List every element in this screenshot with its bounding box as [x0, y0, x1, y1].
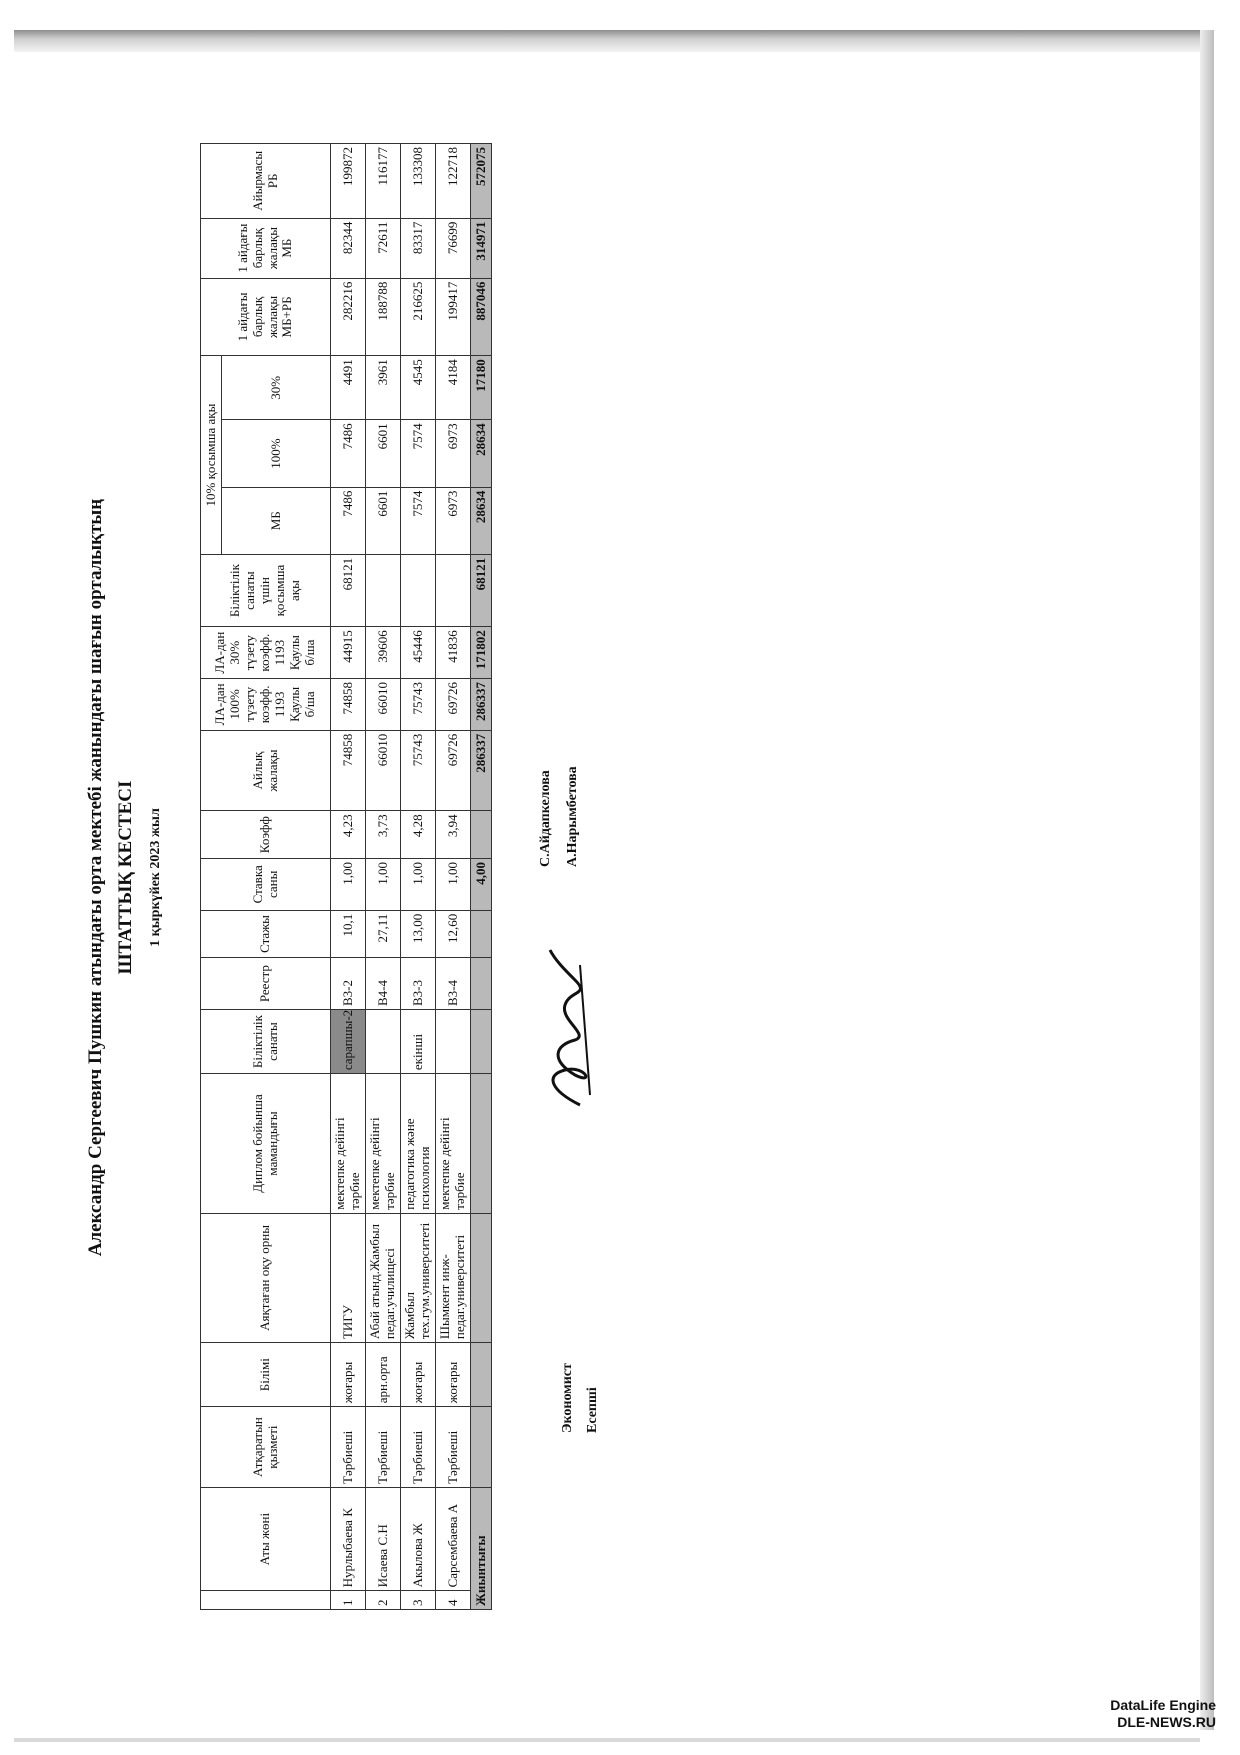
header-diff-rb: Айырмасы РБ — [201, 144, 331, 219]
cell-bonus-100: 6973 — [436, 420, 471, 487]
table-row — [401, 144, 436, 1610]
cell-number: 2 — [366, 1591, 401, 1610]
header-experience: Стажы — [201, 910, 331, 958]
watermark-line-1: DataLife Engine — [1110, 1697, 1216, 1713]
cell-bonus-mb: 7486 — [331, 487, 366, 554]
cell-la30: 45446 — [401, 627, 436, 679]
signer-name-2: А.Нарымбетова — [565, 766, 580, 867]
cell-bonus-mb: 6973 — [436, 487, 471, 554]
cell-qualification-bonus — [401, 554, 436, 626]
cell-bonus-mb: 7574 — [401, 487, 436, 554]
cell-specialty: мектепке дейінгі тәрбие — [436, 1074, 471, 1214]
cell-education: жоғары — [401, 1343, 436, 1407]
cell-registry: В3-3 — [401, 958, 436, 1010]
header-la30: ЛА-дан 30% түзету коэфф. 1193 Қаулы б/ша — [201, 627, 331, 679]
handwritten-signature — [530, 945, 610, 1115]
cell-name: Исаева С.Н — [366, 1487, 401, 1590]
header-position: Атқаратын қызметі — [201, 1407, 331, 1488]
cell-experience: 27,11 — [366, 910, 401, 958]
cell-institution: Шымкент инж-педаг.университеті — [436, 1213, 471, 1342]
cell-position: Тәрбиеші — [366, 1407, 401, 1488]
cell-institution: ТИГУ — [331, 1213, 366, 1342]
total-empty — [471, 1010, 492, 1074]
cell-registry: В3-4 — [436, 958, 471, 1010]
header-bonus-group: 10% қосымша ақы — [201, 356, 222, 555]
cell-salary: 74858 — [331, 730, 366, 811]
header-category: Біліктілік санаты — [201, 1010, 331, 1074]
total-salary: 286337 — [471, 730, 492, 811]
header-total-mb: 1 айдағы барлық жалақы МБ — [201, 218, 331, 278]
table-row — [366, 144, 401, 1610]
cell-number: 4 — [436, 1591, 471, 1610]
total-label: Жиынтығы — [471, 1487, 492, 1609]
cell-bonus-100: 6601 — [366, 420, 401, 487]
cell-diff-rb: 199872 — [331, 144, 366, 219]
total-la100: 286337 — [471, 679, 492, 731]
cell-salary: 69726 — [436, 730, 471, 811]
cell-coeff: 3,94 — [436, 811, 471, 859]
header-total-mb-rb: 1 айдағы барлық жалақы МБ+РБ — [201, 278, 331, 356]
watermark-brand — [1080, 1697, 1216, 1731]
header-registry: Реестр — [201, 958, 331, 1010]
cell-qualification-bonus — [366, 554, 401, 626]
cell-position: Тәрбиеші — [401, 1407, 436, 1488]
signer-role-accountant: Есепші — [585, 1387, 600, 1433]
total-empty — [471, 811, 492, 859]
header-number — [201, 1591, 331, 1610]
cell-salary: 66010 — [366, 730, 401, 811]
cell-la100: 66010 — [366, 679, 401, 731]
cell-coeff: 4,23 — [331, 811, 366, 859]
table-row — [436, 144, 471, 1610]
staffing-table — [200, 143, 492, 1610]
cell-rate: 1,00 — [401, 858, 436, 910]
header-institution: Аяқтаған оқу орны — [201, 1213, 331, 1342]
cell-total-mb: 82344 — [331, 218, 366, 278]
cell-registry: В3-2 — [331, 958, 366, 1010]
cell-la30: 41836 — [436, 627, 471, 679]
document-date: 1 қыркүйек 2023 жыл — [148, 808, 163, 947]
cell-name: Акылова Ж — [401, 1487, 436, 1590]
cell-total-mb-rb: 199417 — [436, 278, 471, 356]
cell-specialty: педагогика және психология — [401, 1074, 436, 1214]
document-subtitle: ШТАТТЫҚ КЕСТЕСІ — [115, 780, 136, 975]
total-empty — [471, 1343, 492, 1407]
header-coeff: Коэфф — [201, 811, 331, 859]
cell-bonus-100: 7486 — [331, 420, 366, 487]
document-title: Александр Сергеевич Пушкин атындағы орта мектебі жанындағы шағын орталықтың — [85, 498, 106, 1257]
cell-experience: 12,60 — [436, 910, 471, 958]
total-empty — [471, 958, 492, 1010]
cell-specialty: мектепке дейінгі тәрбие — [331, 1074, 366, 1214]
cell-coeff: 3,73 — [366, 811, 401, 859]
header-qualification-bonus: Біліктілік санаты үшін қосымша ақы — [201, 554, 331, 626]
total-empty — [471, 910, 492, 958]
cell-education: арн.орта — [366, 1343, 401, 1407]
cell-experience: 13,00 — [401, 910, 436, 958]
cell-bonus-30: 4184 — [436, 356, 471, 420]
cell-specialty: мектепке дейінгі тәрбие — [366, 1074, 401, 1214]
cell-institution: Абай атынд.Жамбыл педаг.училищесі — [366, 1213, 401, 1342]
total-la30: 171802 — [471, 627, 492, 679]
cell-salary: 75743 — [401, 730, 436, 811]
watermark-line-2: DLE-NEWS.RU — [1117, 1714, 1216, 1730]
cell-registry: В4-4 — [366, 958, 401, 1010]
cell-bonus-100: 7574 — [401, 420, 436, 487]
cell-la30: 44915 — [331, 627, 366, 679]
cell-number: 1 — [331, 1591, 366, 1610]
total-total-mb: 314971 — [471, 218, 492, 278]
signer-name-1: С.Айдапкелова — [538, 770, 553, 867]
cell-category — [436, 1010, 471, 1074]
header-education: Білімі — [201, 1343, 331, 1407]
cell-rate: 1,00 — [436, 858, 471, 910]
cell-institution: Жамбыл тех.гум.университеті — [401, 1213, 436, 1342]
cell-number: 3 — [401, 1591, 436, 1610]
table-row — [331, 144, 366, 1610]
cell-experience: 10,1 — [331, 910, 366, 958]
cell-la30: 39606 — [366, 627, 401, 679]
total-bonus-mb: 28634 — [471, 487, 492, 554]
header-bonus-mb: МБ — [222, 487, 331, 554]
total-empty — [471, 1213, 492, 1342]
cell-category: сарапшы-2 — [331, 1010, 366, 1074]
cell-education: жоғары — [436, 1343, 471, 1407]
cell-diff-rb: 122718 — [436, 144, 471, 219]
cell-category — [366, 1010, 401, 1074]
cell-position: Тәрбиеші — [331, 1407, 366, 1488]
header-bonus-100: 100% — [222, 420, 331, 487]
cell-total-mb-rb: 216625 — [401, 278, 436, 356]
cell-la100: 69726 — [436, 679, 471, 731]
cell-bonus-30: 4545 — [401, 356, 436, 420]
cell-name: Нурлыбаева К — [331, 1487, 366, 1590]
total-bonus-100: 28634 — [471, 420, 492, 487]
cell-bonus-30: 4491 — [331, 356, 366, 420]
cell-qualification-bonus — [436, 554, 471, 626]
cell-position: Тәрбиеші — [436, 1407, 471, 1488]
total-diff-rb: 572075 — [471, 144, 492, 219]
total-empty — [471, 1407, 492, 1488]
cell-rate: 1,00 — [331, 858, 366, 910]
header-rate: Ставка саны — [201, 858, 331, 910]
total-empty — [471, 1074, 492, 1214]
total-rate: 4,00 — [471, 858, 492, 910]
cell-bonus-mb: 6601 — [366, 487, 401, 554]
cell-bonus-30: 3961 — [366, 356, 401, 420]
cell-la100: 75743 — [401, 679, 436, 731]
cell-rate: 1,00 — [366, 858, 401, 910]
cell-total-mb: 76699 — [436, 218, 471, 278]
header-monthly-salary: Айлық жалақы — [201, 730, 331, 811]
cell-coeff: 4,28 — [401, 811, 436, 859]
cell-name: Сарсембаева А — [436, 1487, 471, 1590]
total-total-mb-rb: 887046 — [471, 278, 492, 356]
cell-diff-rb: 133308 — [401, 144, 436, 219]
header-specialty: Диплом бойынша мамандығы — [201, 1074, 331, 1214]
header-la100: ЛА-дан 100% түзету коэфф. 1193 Қаулы б/ша — [201, 679, 331, 731]
cell-total-mb-rb: 188788 — [366, 278, 401, 356]
cell-qualification-bonus: 68121 — [331, 554, 366, 626]
cell-education: жоғары — [331, 1343, 366, 1407]
cell-total-mb-rb: 282216 — [331, 278, 366, 356]
cell-diff-rb: 116177 — [366, 144, 401, 219]
cell-total-mb: 72611 — [366, 218, 401, 278]
header-bonus-30: 30% — [222, 356, 331, 420]
signer-role-economist: Экономист — [560, 1363, 575, 1433]
table-total-row — [471, 144, 492, 1610]
total-qualification-bonus: 68121 — [471, 554, 492, 626]
header-name: Аты жөні — [201, 1487, 331, 1590]
cell-category: екінші — [401, 1010, 436, 1074]
cell-total-mb: 83317 — [401, 218, 436, 278]
total-bonus-30: 17180 — [471, 356, 492, 420]
cell-la100: 74858 — [331, 679, 366, 731]
